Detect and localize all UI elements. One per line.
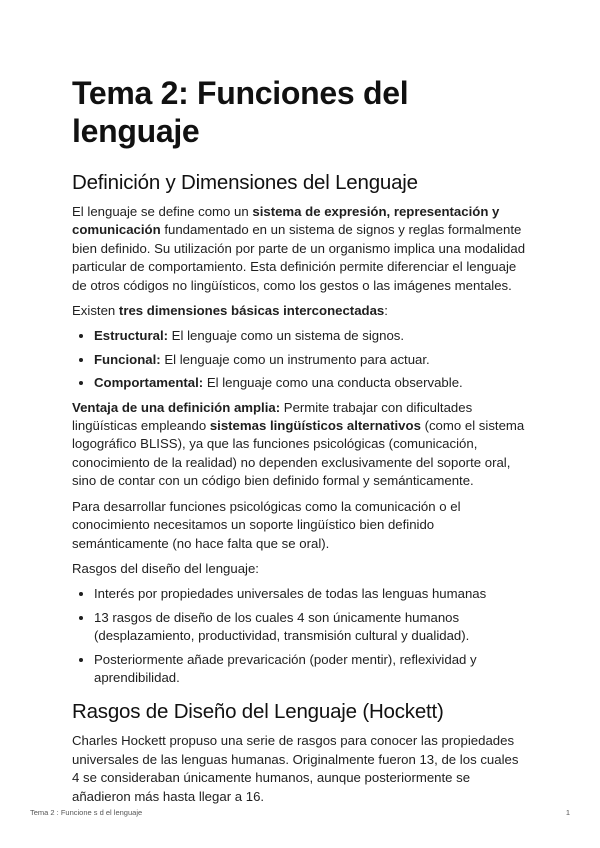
text-run: El lenguaje como un sistema de signos. xyxy=(168,328,405,344)
paragraph-dimensiones xyxy=(72,302,528,320)
paragraph-hockett: Charles Hockett propuso una serie de rasgos para conocer las propiedades universales de las lenguas humanas. Originalmente fueron 13, de los cuales 4 se consideraban únicamente humanos, aunque posteriormente se añadieron más hasta llegar a 16. xyxy=(72,733,519,804)
text-run: Existen xyxy=(72,303,119,319)
bold-text: Ventaja de una definición amplia: xyxy=(72,399,281,415)
text-run: El lenguaje como una conducta observable. xyxy=(203,375,463,391)
page-number: 1 xyxy=(565,808,570,817)
text-run: El lenguaje se define como un xyxy=(72,204,253,219)
bold-text: sistema de expresión, representación y comunicación xyxy=(72,204,500,238)
text-run: Permite trabajar con dificultades lingüísticas empleando xyxy=(72,399,473,434)
bold-text: Funcional: xyxy=(94,351,161,367)
bold-text: Estructural: xyxy=(94,328,169,344)
features-list xyxy=(72,585,528,687)
page-title: Tema 2: Funciones del lenguaje xyxy=(72,75,409,149)
list-item: • Interés por propiedades universales de todas las lenguas humanas xyxy=(94,585,528,603)
list-item: • Posteriormente añade prevaricación (poder mentir), reflexividad y aprendibilidad. xyxy=(94,651,528,688)
paragraph-rasgos-intro: Rasgos del diseño del lenguaje: xyxy=(72,560,259,576)
list-item xyxy=(94,374,528,392)
text-run: (como el sistema logográfico BLISS), ya que las funciones psicológicas (comunicación, conocimiento de la realidad) no dependen exclusivamente del soporte oral, sino de contar con un código bien definido formal y semánticamente. xyxy=(72,418,525,489)
list-item: • 13 rasgos de diseño de los cuales 4 son únicamente humanos (desplazamiento, productividad, transmisión cultural y dualidad). xyxy=(94,609,528,646)
bold-text: sistemas lingüísticos alternativos xyxy=(209,418,421,434)
list-item xyxy=(94,351,528,369)
dimensions-list xyxy=(72,327,528,392)
bold-text: tres dimensiones básicas interconectadas xyxy=(118,303,385,319)
section-heading-hockett: Rasgos de Diseño del Lenguaje (Hockett) xyxy=(72,700,444,724)
paragraph-definicion xyxy=(72,203,528,295)
footer-title: Tema 2 : Funcione s d el lenguaje xyxy=(30,808,143,817)
text-run: : xyxy=(384,303,388,319)
list-item xyxy=(94,327,528,345)
text-run: fundamentado en un sistema de signos y reglas formalmente bien definido. Su utilización por parte de un organismo implica una modalidad particular de comportamiento. Esta definición permite diferenciar el lenguaje de otros códigos no lingüísticos, como los gestos o las imágenes mentales. xyxy=(72,222,526,293)
paragraph-funciones: Para desarrollar funciones psicológicas como la comunicación o el conocimiento necesitamos un soporte lingüístico bien definido semánticamente (no hace falta que se oral). xyxy=(72,498,461,551)
bold-text: Comportamental: xyxy=(94,375,204,391)
text-run: El lenguaje como un instrumento para actuar. xyxy=(160,351,430,367)
page-footer xyxy=(30,808,570,817)
paragraph-ventaja xyxy=(72,399,528,491)
section-heading-definicion: Definición y Dimensiones del Lenguaje xyxy=(72,171,418,194)
